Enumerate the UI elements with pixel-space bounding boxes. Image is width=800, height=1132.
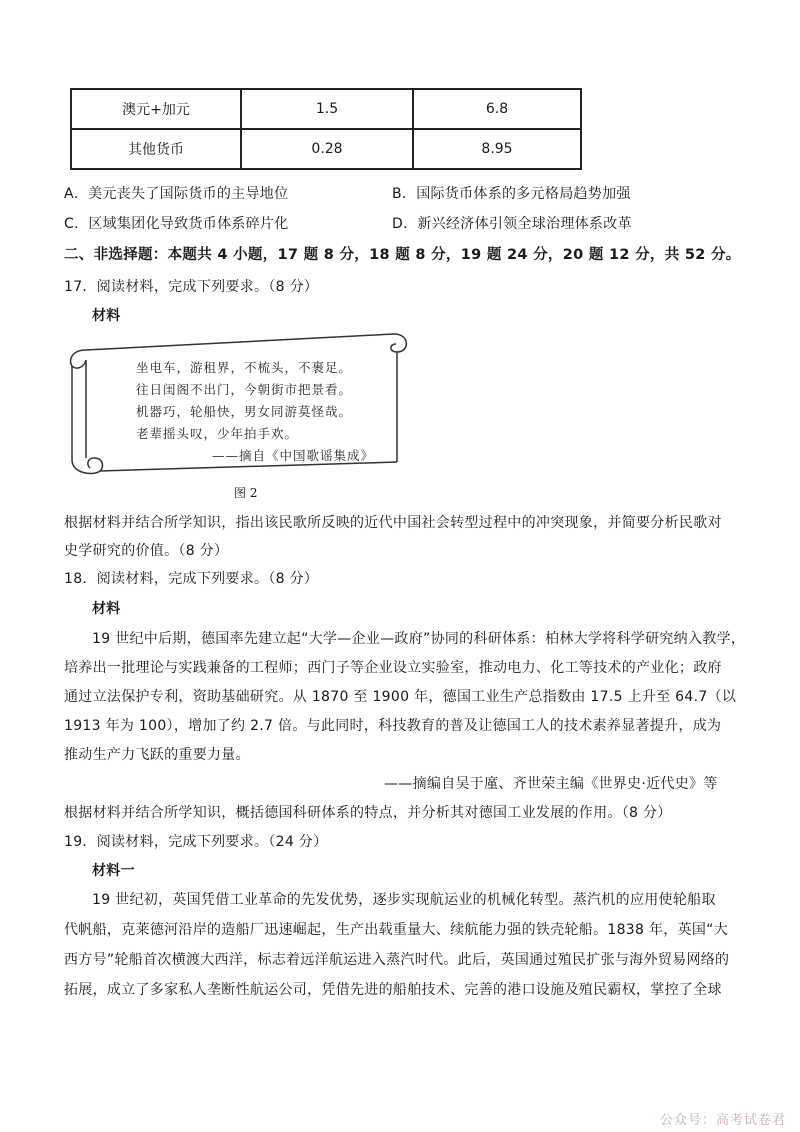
option-c: C．区域集团化导致货币体系碎片化	[64, 216, 289, 232]
question-19-title: 19．阅读材料，完成下列要求。（24 分）	[64, 834, 328, 850]
option-b: B．国际货币体系的多元格局趋势加强	[392, 186, 631, 202]
poem-source: ——摘自《中国歌谣集成》	[212, 448, 375, 463]
paragraph-line: 推动生产力飞跃的重要力量。	[64, 747, 250, 763]
table-cell: 0.28	[241, 129, 413, 169]
paragraph-line: 19 世纪初，英国凭借工业革命的先发优势，逐步实现航运业的机械化转型。蒸汽机的应用使轮船取	[92, 892, 716, 908]
paragraph-line: 代帆船，克莱德河沿岸的造船厂迅速崛起，生产出载重量大、续航能力强的铁壳轮船。1838 年，英国“大	[64, 922, 729, 938]
material-source: ——摘编自吴于廑、齐世荣主编《世界史·近代史》等	[384, 776, 718, 792]
table-cell: 8.95	[413, 129, 581, 169]
question-17-prompt-line1: 根据材料并结合所学知识，指出该民歌所反映的近代中国社会转型过程中的冲突现象，并简要分析民歌对	[64, 515, 722, 531]
folk-song-text	[136, 357, 374, 467]
poem-line: 坐电车，游租界，不梳头，不裹足。	[136, 360, 353, 375]
question-18-title: 18．阅读材料，完成下列要求。（8 分）	[64, 571, 319, 587]
material-label: 材料	[92, 308, 121, 324]
material-label: 材料	[92, 601, 121, 617]
paragraph-line: 拓展，成立了多家私人垄断性航运公司，凭借先进的船舶技术、完善的港口设施及殖民霸权，掌控了全球	[64, 982, 722, 998]
paragraph-line: 19 世纪中后期，德国率先建立起“大学—企业—政府”协同的科研体系：柏林大学将科学研究纳入教学，	[92, 631, 746, 647]
figure-caption: 图 2	[234, 486, 258, 500]
currency-table	[70, 88, 582, 170]
watermark: 公众号：高考试卷君	[659, 1113, 786, 1128]
option-d: D．新兴经济体引领全球治理体系改革	[392, 216, 632, 232]
question-18-prompt: 根据材料并结合所学知识，概括德国科研体系的特点，并分析其对德国工业发展的作用。（8 分）	[64, 805, 672, 821]
table-cell: 1.5	[241, 89, 413, 129]
poem-line: 往日闺阁不出门，今朝街市把景看。	[136, 382, 353, 397]
material-label: 材料一	[92, 863, 135, 879]
section-heading: 二、非选择题：本题共 4 小题，17 题 8 分，18 题 8 分，19 题 24 分，20 题 12 分，共 52 分。	[64, 247, 741, 263]
paragraph-line: 培养出一批理论与实践兼备的工程师；西门子等企业设立实验室，推动电力、化工等技术的产业化；政府	[64, 660, 722, 676]
poem-line: 老辈摇头叹，少年拍手欢。	[136, 426, 299, 441]
question-17-prompt-line2: 史学研究的价值。（8 分）	[64, 543, 229, 559]
table-cell: 澳元+加元	[71, 89, 241, 129]
paragraph-line: 1913 年为 100），增加了约 2.7 倍。与此同时，科技教育的普及让德国工人的技术素养显著提升，成为	[64, 718, 722, 734]
poem-line: 机器巧，轮船快，男女同游莫怪哉。	[136, 404, 353, 419]
option-a: A．美元丧失了国际货币的主导地位	[64, 186, 289, 202]
paragraph-line: 通过立法保护专利，资助基础研究。从 1870 至 1900 年，德国工业生产总指数由 17.5 上升至 64.7（以	[64, 689, 737, 705]
table-row	[71, 89, 581, 129]
table-cell: 其他货币	[71, 129, 241, 169]
table-row	[71, 129, 581, 169]
question-17-title: 17．阅读材料，完成下列要求。（8 分）	[64, 279, 319, 295]
table-cell: 6.8	[413, 89, 581, 129]
paragraph-line: 西方号”轮船首次横渡大西洋，标志着远洋航运进入蒸汽时代。此后，英国通过殖民扩张与海外贸易网络的	[64, 952, 730, 968]
